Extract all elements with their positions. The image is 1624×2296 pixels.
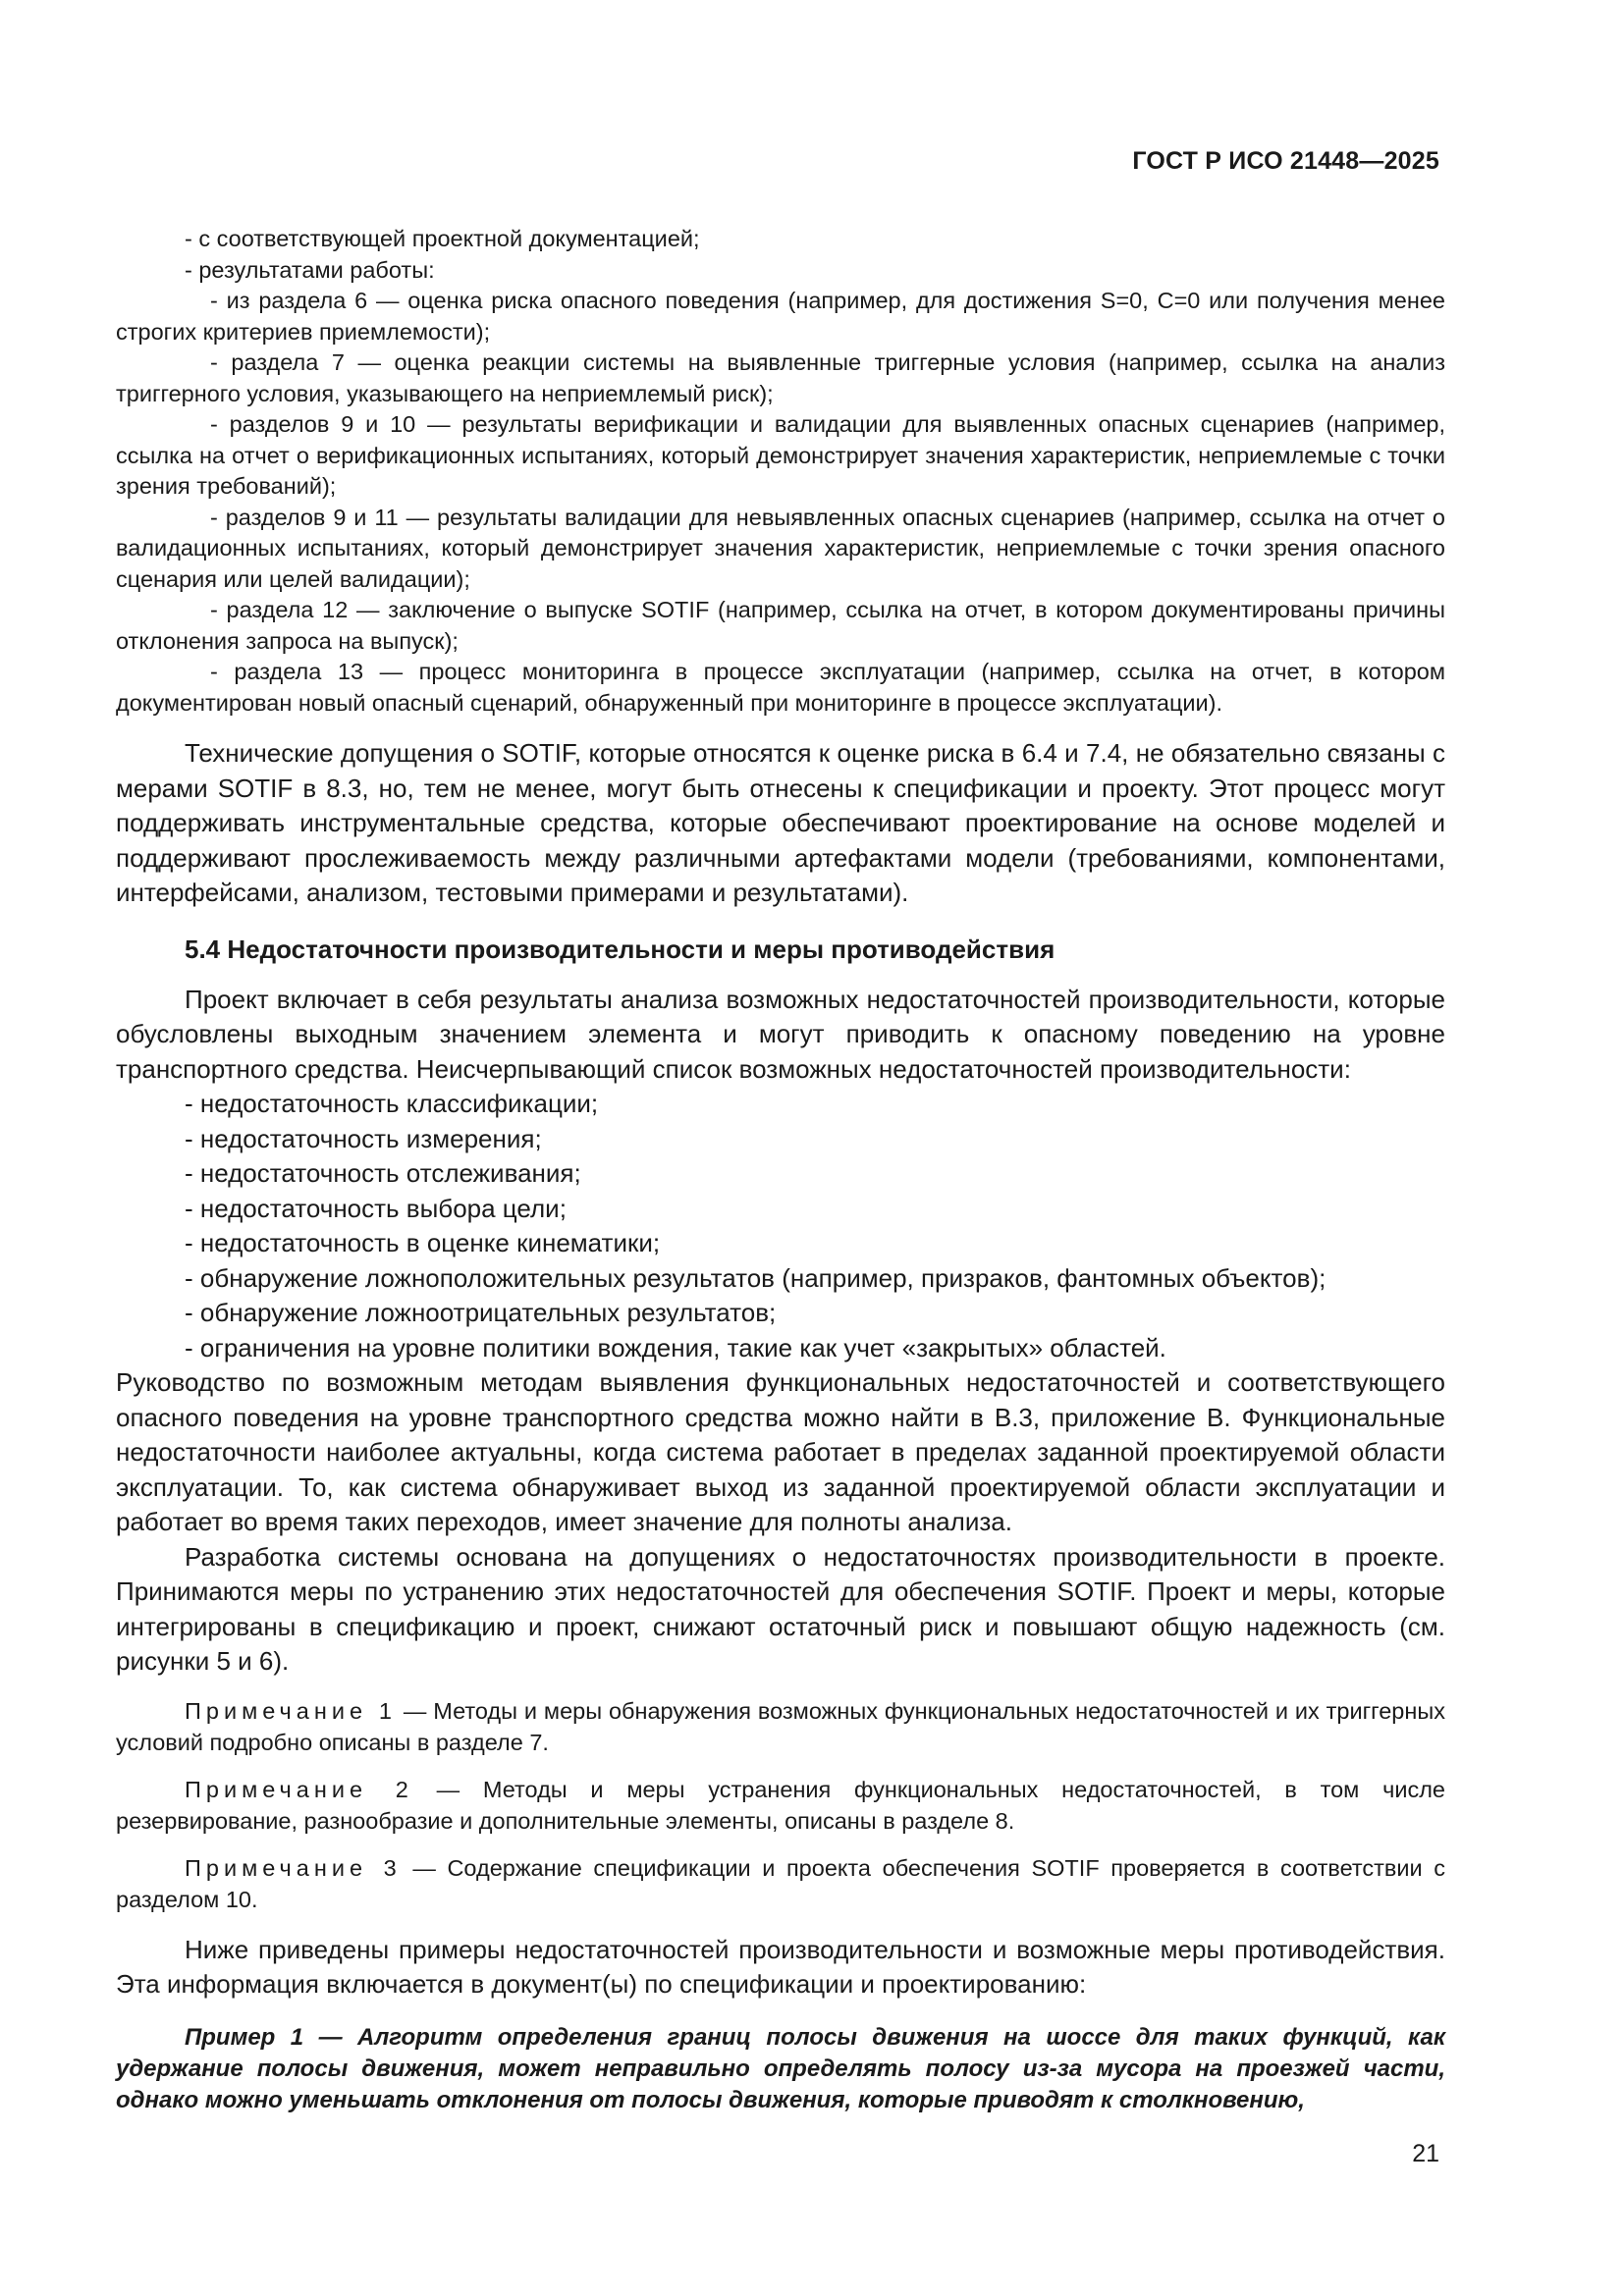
list-item: - недостаточность в оценке кинематики; xyxy=(185,1228,661,1257)
list-item: - с соответствующей проектной документацией; xyxy=(185,226,700,251)
paragraph-design: Разработка системы основана на допущениях о недостаточностях производительности в проекте. Принимаются меры по устранению этих недостаточностей для обеспечения SOTIF. Проект и меры, которые интегрированы в спецификацию и проект, снижают остаточный риск и повышают общую надежность (см. рисунки 5 и 6). xyxy=(116,1541,1445,1676)
list-item: - ограничения на уровне политики вождения, такие как учет «закрытых» областей. xyxy=(185,1332,1166,1362)
list-item: - результатами работы: xyxy=(185,256,435,283)
sub-list-item: - из раздела 6 — оценка риска опасного поведения (например, для достижения S=0, C=0 или получения менее строгих критериев приемлемости); xyxy=(116,288,1445,345)
list-item: - обнаружение ложноотрицательных результатов; xyxy=(185,1298,777,1327)
note-2 xyxy=(116,1774,1445,1837)
page-number: 21 xyxy=(1412,2140,1439,2167)
list-item: - недостаточность классификации; xyxy=(185,1089,599,1118)
list-item: - недостаточность отслеживания; xyxy=(185,1158,581,1188)
note-label: Примечание 3 xyxy=(185,1854,402,1881)
sub-list-item: - раздела 7 — оценка реакции системы на выявленные триггерные условия (например, ссылка на анализ триггерного условия, указывающего на неприемлемый риск); xyxy=(116,349,1445,406)
paragraph-examples-intro: Ниже приведены примеры недостаточностей производительности и возможные меры противодействия. Эта информация включается в документ(ы) по спецификации и проектированию: xyxy=(116,1934,1445,1999)
sub-list-item: - разделов 9 и 10 — результаты верификации и валидации для выявленных опасных сценариев (например, ссылка на отчет о верификационных испытаниях, который демонстрирует значения характеристик, неприемлемые с точки зрения требований); xyxy=(116,411,1445,499)
paragraph-intro: Проект включает в себя результаты анализа возможных недостаточностей производительности, которые обусловлены выходным значением элемента и могут приводить к опасному поведению на уровне транспортного средства. Неисчерпывающий список возможных недостаточностей производительности: xyxy=(116,984,1445,1084)
note-text: — Методы и меры устранения функциональных недостаточностей, в том числе резервирование, разнообразие и дополнительные элементы, описаны в разделе 8. xyxy=(116,1776,1445,1834)
example-1: Пример 1 — Алгоритм определения границ полосы движения на шоссе для таких функций, как удержание полосы движения, может неправильно определять полосу из-за мусора на проезжей части, однако можно уменьшать отклонения от полосы движения, которые приводят к столкновению, xyxy=(116,2023,1445,2113)
sub-list-item: - раздела 12 — заключение о выпуске SOTIF (например, ссылка на отчет, в котором документированы причины отклонения запроса на выпуск); xyxy=(116,597,1445,654)
page-content xyxy=(116,224,1445,2116)
note-label: Примечание 2 xyxy=(185,1776,413,1802)
note-3 xyxy=(116,1852,1445,1915)
note-text: — Содержание спецификации и проекта обеспечения SOTIF проверяется в соответствии с разделом 10. xyxy=(116,1854,1445,1912)
paragraph-guidance: Руководство по возможным методам выявления функциональных недостаточностей и соответствующего опасного поведения на уровне транспортного средства можно найти в B.3, приложение B. Функциональные недостаточности наиболее актуальны, когда система работает в пределах заданной проектируемой области эксплуатации. То, как система обнаруживает выход из заданной проектируемой области эксплуатации и работает во время таких переходов, имеет значение для полноты анализа. xyxy=(116,1367,1445,1536)
section-heading: 5.4 Недостаточности производительности и меры противодействия xyxy=(185,934,1056,964)
note-text: — Методы и меры обнаружения возможных функциональных недостаточностей и их триггерных условий подробно описаны в разделе 7. xyxy=(116,1697,1445,1755)
sub-list-item: - раздела 13 — процесс мониторинга в процессе эксплуатации (например, ссылка на отчет, в котором документирован новый опасный сценарий, обнаруженный при мониторинге в процессе эксплуатации). xyxy=(116,659,1445,716)
note-1 xyxy=(116,1695,1445,1758)
document-header: ГОСТ Р ИСО 21448—2025 xyxy=(1132,147,1439,175)
list-item: - недостаточность выбора цели; xyxy=(185,1193,567,1223)
list-item: - обнаружение ложноположительных результатов (например, призраков, фантомных объектов); xyxy=(185,1262,1326,1293)
paragraph-assumptions: Технические допущения о SOTIF, которые относятся к оценке риска в 6.4 и 7.4, не обязательно связаны с мерами SOTIF в 8.3, но, тем не менее, могут быть отнесены к спецификации и проекту. Этот процесс могут поддерживать инструментальные средства, которые обеспечивают проектирование на основе моделей и поддерживают прослеживаемость между различными артефактами модели (требованиями, компонентами, интерфейсами, анализом, тестовыми примерами и результатами). xyxy=(116,738,1445,907)
note-label: Примечание 1 xyxy=(185,1697,397,1724)
sub-list-item: - разделов 9 и 11 — результаты валидации для невыявленных опасных сценариев (например, ссылка на отчет о валидационных испытаниях, который демонстрирует значения характеристик, неприемлемые с точки зрения опасного сценария или целей валидации); xyxy=(116,504,1445,592)
list-item: - недостаточность измерения; xyxy=(185,1123,542,1153)
